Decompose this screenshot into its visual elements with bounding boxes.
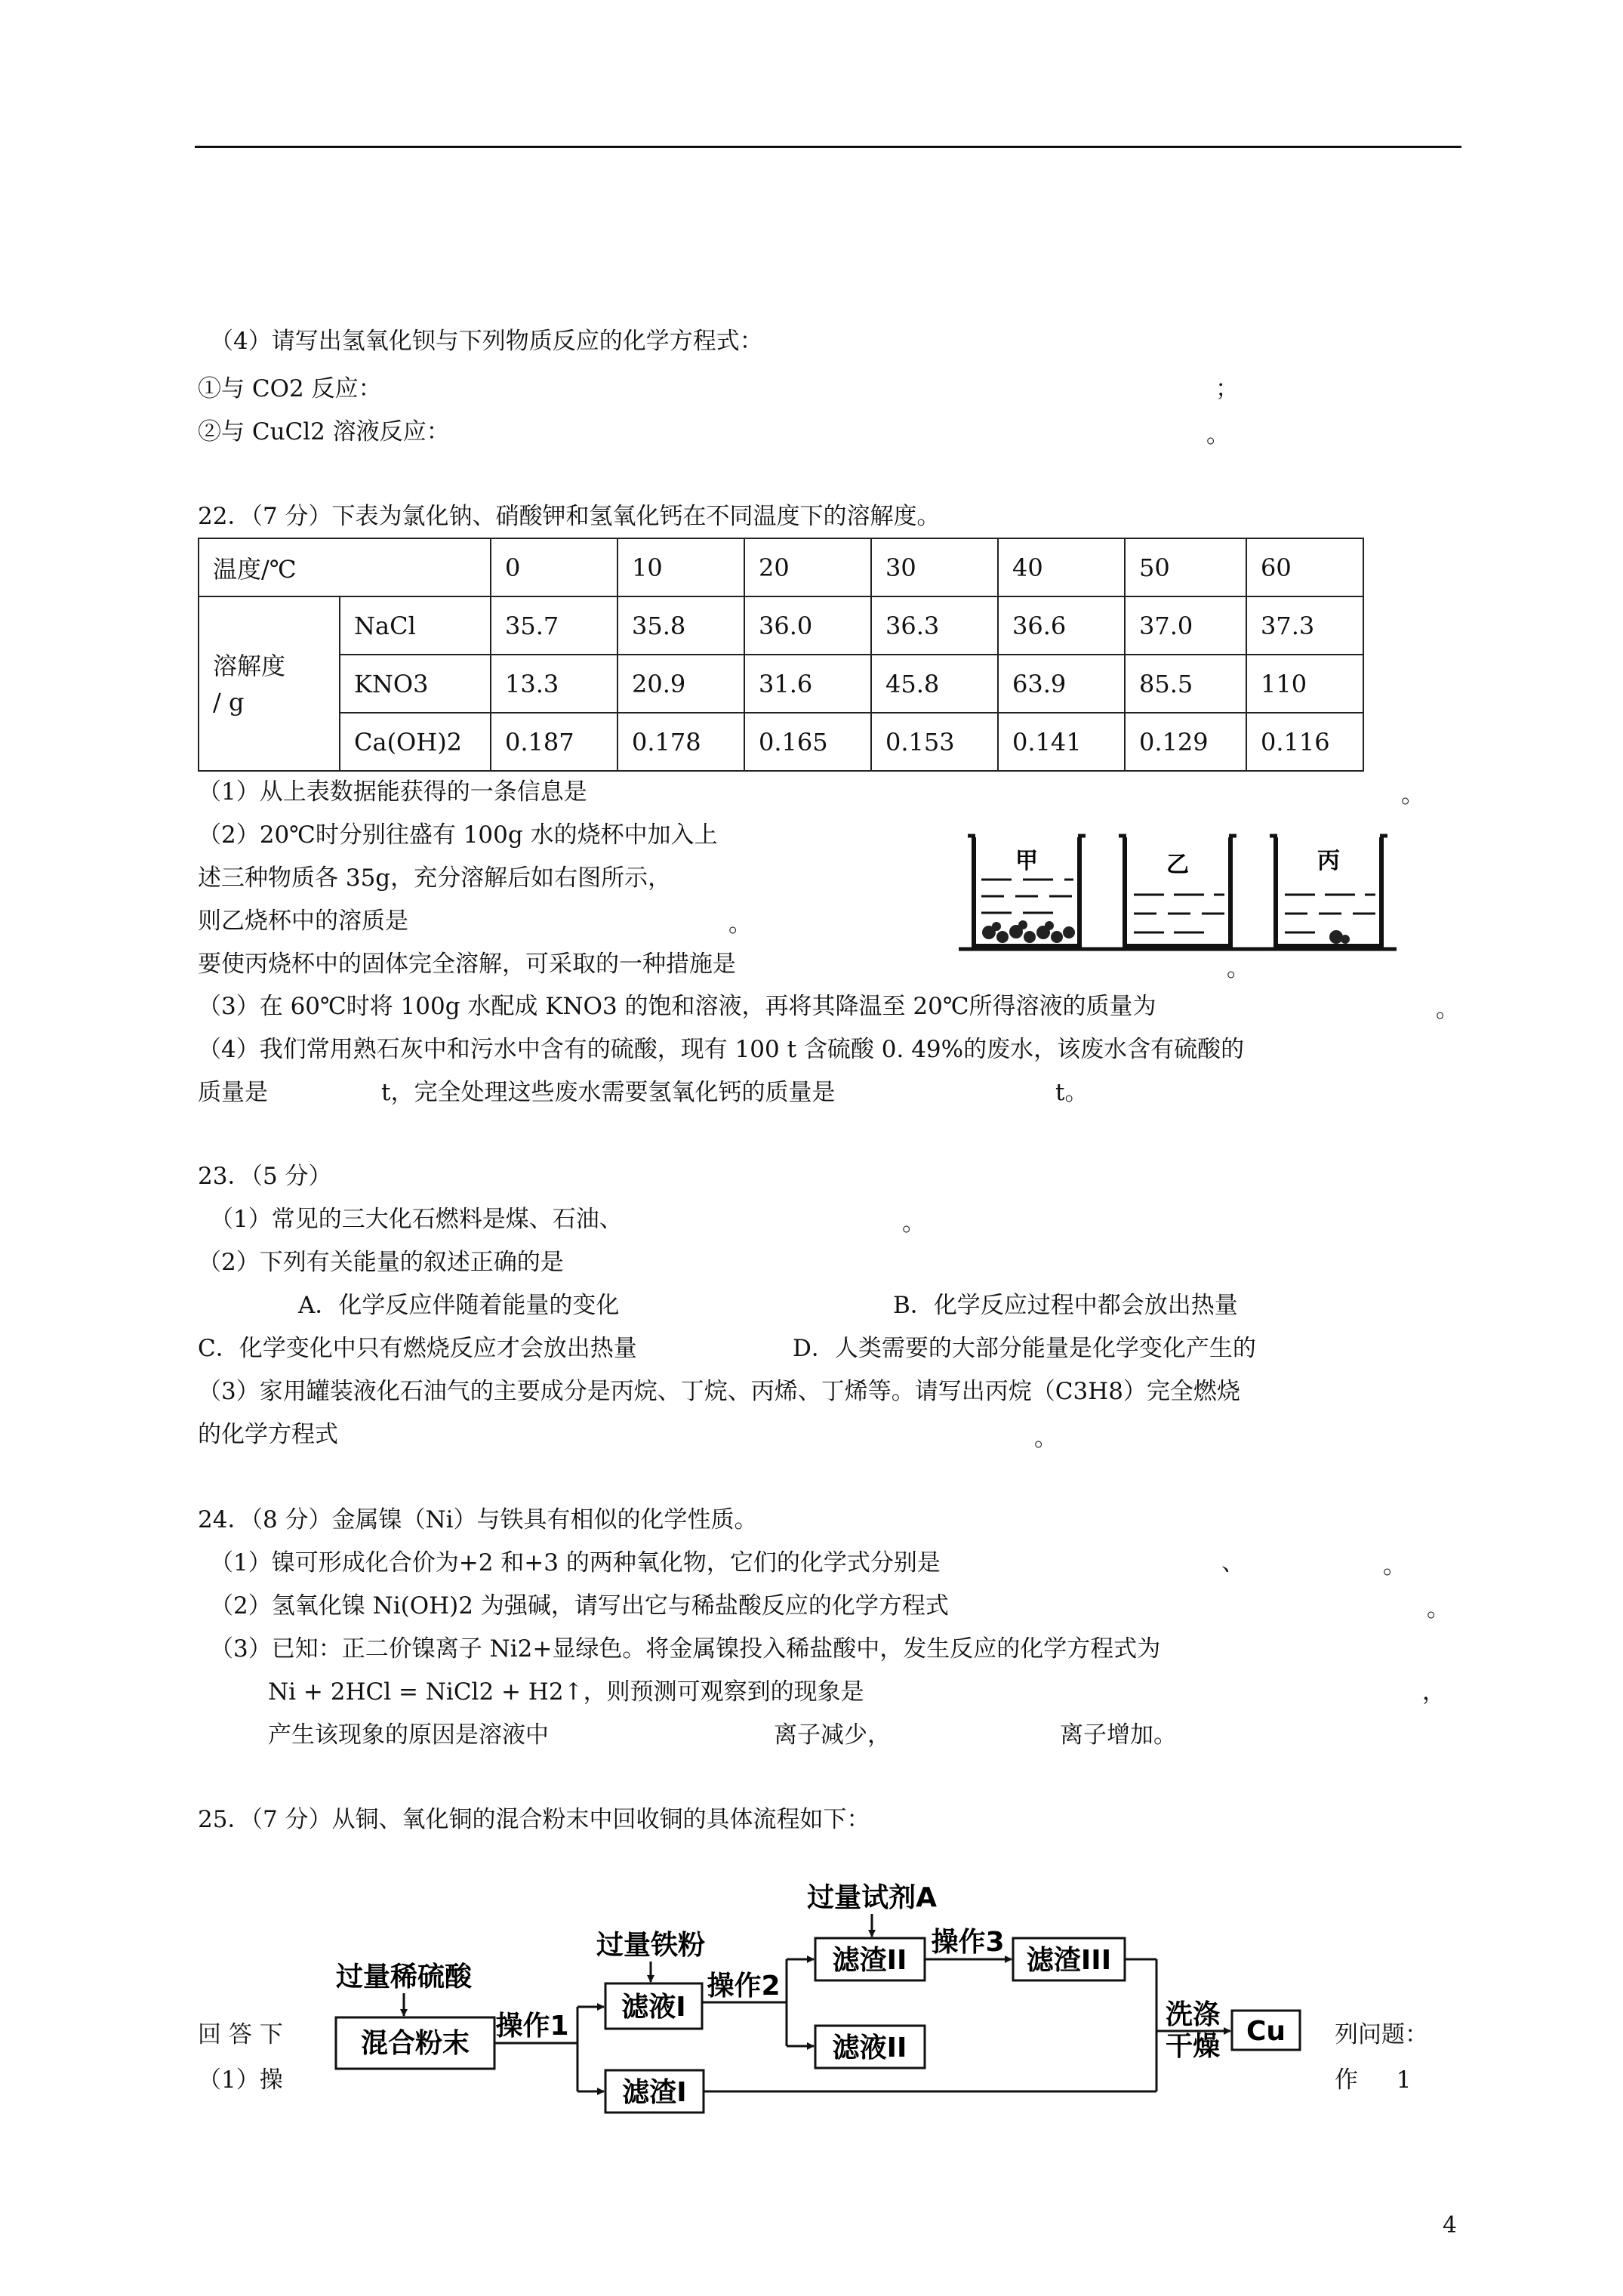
q21-4-line2-end: 。 (1206, 421, 1230, 448)
q21-4-title: （4）请写出氢氧化钡与下列物质反应的化学方程式： (210, 328, 763, 355)
label-operation-2: 操作2 (707, 1971, 781, 2002)
q22-p2-line4-end: 。 (1227, 955, 1250, 982)
label-copper: Cu (1246, 2016, 1286, 2047)
label-dry: 干燥 (1165, 2031, 1221, 2062)
q21-4-line1-end: ； (1215, 375, 1239, 402)
q23-p3-line2: 的化学方程式 (198, 1421, 338, 1448)
q25-right-text-1: 列问题： (1335, 2021, 1428, 2048)
q22-p2-line3-end: 。 (728, 911, 752, 938)
q22-p2-line1: （2）20℃时分别往盛有 100g 水的烧杯中加入上 (198, 821, 718, 849)
table-cell: 0.141 (998, 713, 1125, 771)
q24-p3-line1: （3）已知：正二价镍离子 Ni2+显绿色。将金属镍投入稀盐酸中，发生反应的化学方程式为 (210, 1635, 1161, 1663)
table-cell: 35.7 (491, 596, 617, 655)
solubility-unit: / g (213, 687, 245, 717)
table-cell: 36.0 (744, 596, 871, 655)
q22-title: 22．（7 分）下表为氯化钠、硝酸钾和氢氧化钙在不同温度下的溶解度。 (198, 503, 941, 530)
label-excess-reagent-a: 过量试剂A (807, 1882, 937, 1913)
temp-cell: 0 (491, 538, 617, 596)
q21-4-line1: ①与 CO2 反应： (198, 375, 382, 402)
label-filtrate-1: 滤液I (621, 1992, 686, 2023)
temp-cell: 10 (617, 538, 744, 596)
q22-p2-line4: 要使丙烧杯中的固体完全溶解，可采取的一种措施是 (198, 951, 736, 978)
table-cell: 36.3 (871, 596, 998, 655)
beaker-label: 丙 (1317, 848, 1340, 874)
q22-p4-line1: （4）我们常用熟石灰中和污水中含有的硫酸，现有 100 t 含硫酸 0. 49%的废水，该废水含有硫酸的 (198, 1036, 1245, 1063)
q23-p3-line1: （3）家用罐装液化石油气的主要成分是丙烷、丁烷、丙烯、丁烯等。请写出丙烷（C3H8）完全燃烧 (198, 1378, 1240, 1405)
label-excess-iron-powder: 过量铁粉 (596, 1930, 706, 1961)
beaker-label: 甲 (1015, 848, 1038, 874)
temp-cell: 50 (1125, 538, 1246, 596)
q22-p3-end: 。 (1436, 996, 1459, 1023)
temp-cell: 20 (744, 538, 871, 596)
table-cell: 20.9 (617, 655, 744, 713)
q22-p1: （1）从上表数据能获得的一条信息是 (198, 778, 587, 806)
table-cell: 0.165 (744, 713, 871, 771)
substance-name: Ca(OH)2 (340, 713, 491, 771)
table-cell: 37.0 (1125, 596, 1246, 655)
solubility-label: 溶解度 (213, 651, 286, 680)
table-cell: 0.129 (1125, 713, 1246, 771)
q24-p3-line3c: 离子增加。 (1060, 1721, 1177, 1749)
q24-p3-line2-end: ， (1422, 1678, 1446, 1706)
table-cell: 35.8 (617, 596, 744, 655)
q23-option-b: B．化学反应过程中都会放出热量 (893, 1292, 1238, 1319)
table-cell: 0.178 (617, 713, 744, 771)
q21-4-line2: ②与 CuCl2 溶液反应： (198, 418, 450, 445)
label-excess-dilute-sulfuric-acid: 过量稀硫酸 (335, 1962, 473, 1992)
label-operation-3: 操作3 (931, 1927, 1005, 1958)
beaker-label: 乙 (1166, 852, 1189, 878)
label-filtrate-2: 滤液II (832, 2032, 907, 2063)
label-mixed-powder: 混合粉末 (360, 2028, 470, 2059)
q24-p2: （2）氢氧化镍 Ni(OH)2 为强碱，请写出它与稀盐酸反应的化学方程式 (210, 1592, 949, 1620)
label-wash: 洗涤 (1165, 1999, 1221, 2030)
page-number: 4 (1443, 2212, 1458, 2239)
q24-p1: （1）镍可形成化合价为+2 和+3 的两种氧化物，它们的化学式分别是 (210, 1549, 941, 1576)
q25-title: 25．（7 分）从铜、氧化铜的混合粉末中回收铜的具体流程如下： (198, 1806, 870, 1833)
temp-cell: 60 (1246, 538, 1363, 596)
q22-p3: （3）在 60℃时将 100g 水配成 KNO3 的饱和溶液，再将其降温至 20℃所得溶液的质量为 (198, 993, 1156, 1020)
q24-p3-line2: Ni + 2HCl = NiCl2 + H2↑，则预测可观察到的现象是 (268, 1678, 864, 1706)
q24-p3-line3b: 离子减少， (774, 1721, 891, 1749)
q24-p2-end: 。 (1427, 1595, 1450, 1623)
temp-cell: 40 (998, 538, 1125, 596)
q22-p2-line3: 则乙烧杯中的溶质是 (198, 908, 408, 935)
q22-p4-line2c: t。 (1055, 1079, 1089, 1106)
substance-name: NaCl (340, 596, 491, 655)
q25-right-text-2: 作 1 (1335, 2066, 1412, 2094)
q23-p3-line2-end: 。 (1034, 1425, 1058, 1452)
table-cell: 31.6 (744, 655, 871, 713)
q22-p4-line2b: t，完全处理这些废水需要氢氧化钙的质量是 (381, 1079, 836, 1106)
table-cell: 63.9 (998, 655, 1125, 713)
temp-header: 温度/℃ (199, 538, 491, 596)
q23-p1-end: 。 (902, 1210, 925, 1237)
table-cell: 0.116 (1246, 713, 1363, 771)
temp-cell: 30 (871, 538, 998, 596)
q24-p3-line3a: 产生该现象的原因是溶液中 (268, 1721, 549, 1749)
table-cell: 110 (1246, 655, 1363, 713)
substance-name: KNO3 (340, 655, 491, 713)
table-cell: 0.153 (871, 713, 998, 771)
table-cell: 45.8 (871, 655, 998, 713)
label-operation-1: 操作1 (495, 2011, 569, 2042)
q25-left-text-1: 回 答 下 (198, 2021, 283, 2048)
q22-p1-end: 。 (1401, 781, 1424, 809)
label-residue-3: 滤渣III (1026, 1945, 1112, 1976)
q24-p1-sep: 、 (1221, 1549, 1245, 1576)
label-residue-2: 滤渣II (832, 1945, 907, 1976)
table-cell: 0.187 (491, 713, 617, 771)
q24-p1-end: 。 (1383, 1552, 1406, 1579)
q23-option-a: A．化学反应伴随着能量的变化 (298, 1292, 620, 1319)
table-cell: 85.5 (1125, 655, 1246, 713)
q24-title: 24．（8 分）金属镍（Ni）与铁具有相似的化学性质。 (198, 1506, 758, 1533)
q23-title: 23．（5 分） (198, 1163, 332, 1190)
table-cell: 13.3 (491, 655, 617, 713)
q22-p2-line2: 述三种物质各 35g，充分溶解后如右图所示， (198, 864, 672, 892)
q22-p4-line2a: 质量是 (198, 1079, 268, 1106)
q23-option-d: D．人类需要的大部分能量是化学变化产生的 (793, 1335, 1256, 1362)
q23-p1: （1）常见的三大化石燃料是煤、石油、 (210, 1206, 623, 1233)
q25-left-text-2: （1）操 (198, 2066, 283, 2094)
q23-option-c: C．化学变化中只有燃烧反应才会放出热量 (198, 1335, 637, 1362)
table-cell: 37.3 (1246, 596, 1363, 655)
table-cell: 36.6 (998, 596, 1125, 655)
q23-p2: （2）下列有关能量的叙述正确的是 (198, 1249, 564, 1276)
label-residue-1: 滤渣I (622, 2077, 687, 2108)
